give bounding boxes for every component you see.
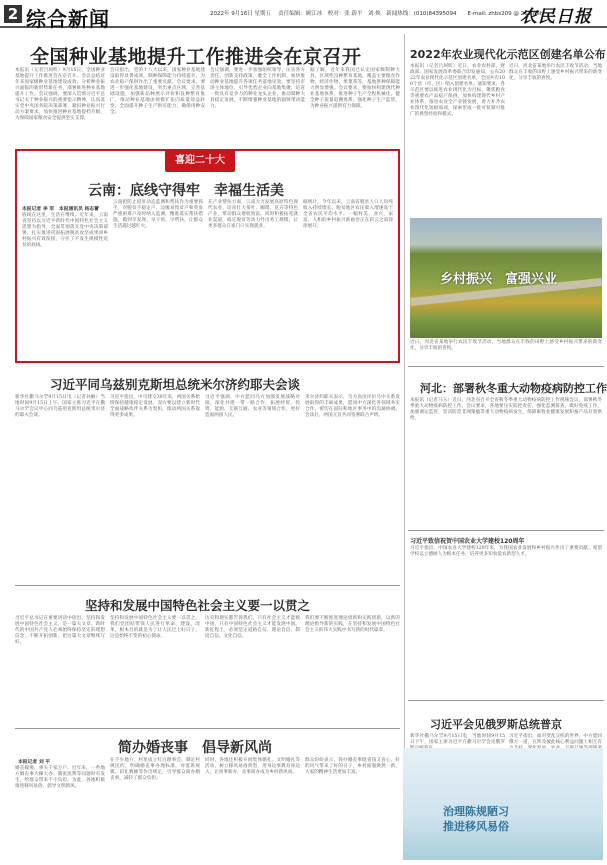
socialism-headline: 坚持和发展中国特色社会主义要一以贯之	[85, 598, 311, 613]
wedding-col2: 在不少地方，村里成立红白理事会，制定村规民约，明确婚丧事办理标准，对宴席规模、彩礼数额等作出规定，引导群众简办婚丧事，减轻了群众负担。	[110, 758, 200, 781]
feature-col1: 底线在这里，生活在继续。近年来，云南省坚持以习近平新时代中国特色社会主义思想为指导，全面贯彻落实党中央决策部署，扎实推进巩固拓展脱贫攻坚成果同乡村振兴有效衔接，守住了不发生规模性返贫的底线。	[22, 213, 108, 248]
divider	[408, 530, 604, 531]
public-service-ad	[403, 748, 603, 860]
socialism-col2: 坚持和发展中国特色社会主义要一以贯之。我们党团结带领人民进行革命、建设、改革，根本目的就是为了让人民过上好日子，这是始终不变的初心使命。	[110, 616, 200, 639]
socialism-col4: 我们要不断推进理论创新和实践创新，以新的理论指导新的实践，在坚持和发展中国特色社会主义的伟大实践中书写新的时代篇章。	[305, 616, 400, 633]
lead-col4: 据了解，近年来我国已认定国家级制种大县、区域性良种繁育基地，覆盖主要粮食作物、经济作物、果菜茶等，基地供种保障能力明显增强。会议要求，要加快构建现代种业基地体系，推进种子生产全程机械化，健全种子质量追溯体系，强化种子生产监管，为种业振兴提供有力保障。	[310, 68, 400, 109]
wedding-col3: 同时，各地还积极开展集体婚礼、文明婚礼等活动，树立移风易俗典型，用身边事教育身边人，让喜事新办、丧事简办成为乡村新风尚。	[205, 758, 300, 775]
divider	[15, 585, 400, 586]
feature-col4: 据统计，今年以来，云南省脱贫人口人均纯收入持续增长，脱贫地区农民收入增速高于全省农民平均水平。一幅村美、业兴、家富、人和的乡村振兴新画卷正在彩云之南徐徐展开。	[303, 200, 393, 229]
side-top-col2: 近日，河北省某地举行农民丰收节活动，当地群众在丰收的田野上感受乡村振兴带来的新变化，分享丰收的喜悦。	[509, 64, 602, 81]
feature-col3: 在产业帮扶方面，云南大力发展高原特色现代农业，培育壮大茶叶、咖啡、花卉等特色产业，带动群众增收致富。同时积极拓宽就业渠道，稳定脱贫劳动力外出务工规模，让更多群众在家门口实现就业。	[208, 200, 298, 229]
ad-line1: 治理陈规陋习	[443, 805, 509, 818]
socialism-col1: 习近平总书记在重要讲话中指出，坚持和发展中国特色社会主义，是一篇大文章。新时代的中国共产党人必须始终保持坚定的理想信念，不断开拓创新，把这篇大文章继续写好。	[15, 616, 105, 645]
feature-byline: 本报记者 李 军 本报通讯员 杨志蕾	[22, 207, 99, 212]
page-number: 2	[4, 5, 22, 23]
section-title: 综合新闻	[26, 7, 110, 31]
lead-col3: 会议强调，要进一步加强组织领导，压实各方责任，创新支持政策，健全工作机制，加快推动种业基地提升各项任务落地见效。要坚持市场主体地位，引导优势企业向基地集聚，培育一批具有竞争力的种业龙头企业，推动制种大县稳定发展，不断增强种业基地的辐射带动能力。	[210, 68, 305, 109]
masthead: 农民日报	[520, 7, 592, 27]
xi-uz-headline: 习近平同乌兹别克斯坦总统米尔济约耶夫会谈	[50, 377, 301, 392]
wedding-byline: 本报记者 刘 平	[18, 760, 51, 765]
wedding-col4: 群众纷纷表示，简办婚丧事既省钱又省心，好的风气带来了好的日子，乡村面貌焕然一新，大家的精神生活更加丰富。	[305, 758, 400, 775]
feature-col2: 云南把防止返贫动态监测和帮扶作为重要抓手，对脱贫不稳定户、边缘易致贫户和突发严重困难户及时纳入监测，精准落实帮扶措施，做到早发现、早干预、早帮扶，让群众生活越过越红火。	[113, 200, 203, 229]
xi-uz-col4: 米尔济约耶夫表示，乌方高度评价乌中关系发展取得的丰硕成果，愿同中方深化各领域务实合作，密切在国际和地区事务中的沟通协调。会谈后，两国元首共同签署联合声明。	[305, 395, 400, 418]
divider	[408, 700, 604, 701]
socialism-col3: 历史和现实都告诉我们，只有社会主义才能救中国，只有中国特色社会主义才能发展中国。新征程上，必须坚定道路自信、理论自信、制度自信、文化自信。	[205, 616, 300, 639]
animal-body: 本报讯（记者马玉）近日，河北省召开全省秋冬季重大动物疫病防控工作视频会议，部署秋冬季重大动物疫病防控工作。会议要求，各地要压实防控责任，强化监测排查，做好免疫工作，加强调运监管，坚决防范非洲猪瘟等重大动物疫病发生，保障畜牧业健康发展和畜产品有效供给。	[410, 398, 602, 421]
side-xi-body: 习近平指出，中国农业大学建校120年来，为我国农业发展和乡村振兴作出了重要贡献。希望学校以立德树人为根本任务，培养更多知农爱农新型人才。	[410, 546, 602, 557]
divider	[408, 366, 604, 367]
divider	[15, 728, 400, 729]
farmland-photo	[410, 218, 602, 338]
feature-badge: 喜迎二十大	[165, 150, 235, 172]
animal-headline: 河北：部署秋冬重大动物疫病防控工作	[420, 382, 607, 395]
lead-headline: 全国种业基地提升工作推进会在京召开	[30, 46, 362, 68]
xi-uz-col2: 习近平指出，中乌建交30年来，两国关系始终保持健康稳定发展。双方要以建立新时代全面战略伙伴关系为契机，推动两国关系取得更多成果。	[110, 395, 200, 418]
xi-uz-col1: 新华社撒马尔罕9月15日电（记者孙楠）当地时间9月15日上午，国家主席习近平在撒马尔罕会议中心同乌兹别克斯坦总统米尔济约耶夫会谈。	[15, 395, 105, 418]
side-top-headline: 2022年农业现代化示范区创建名单公布	[410, 48, 606, 61]
photo-slogan: 乡村振兴 富强兴业	[440, 272, 558, 287]
putin-body1: 新华社撒马尔罕9月15日电 当地时间9月15日下午，国家主席习近平在撒马尔罕会见俄罗	[410, 734, 505, 745]
column-divider	[404, 34, 405, 860]
putin-body2: 习近平指出，面对变乱交织的世界，中方愿同俄方一道，在涉及彼此核心利益问题上相互有	[509, 734, 602, 745]
ad-line2: 推进移风易俗	[443, 820, 509, 833]
wedding-headline: 简办婚丧事 倡导新风尚	[118, 740, 272, 756]
wedding-col1: 婚丧嫁娶，事关千家万户。近年来，一些地方婚丧事大操大办、铺张浪费等问题时有发生，给群众带来不小负担。为此，各地积极推进移风易俗，倡导文明新风。	[15, 766, 105, 789]
xi-uz-col3: 习近平强调，中方愿同乌方加强发展战略对接，深化共建一带一路合作，拓展经贸、投资、能源、互联互通、农业等领域合作，更好造福两国人民。	[205, 395, 300, 418]
side-xi-headline: 习近平致信祝贺中国农业大学建校120周年	[410, 538, 525, 545]
side-top-col1: 本报讯（记者吕珂昕）近日，农业农村部、财政部、国家发展改革委联合印发通知，公布2022年农业现代化示范区创建名单，全国共有100个县（市、区）纳入创建名单。通知要求，各示范区要以推进农业现代化为目标，聚焦粮食等重要农产品稳产保供，加快构建现代乡村产业体系，推进农业全产业链发展，着力补齐农业现代化短板弱项，探索形成一批可复制可推广的典型经验和模式。	[410, 64, 505, 117]
putin-headline: 习近平会见俄罗斯总统普京	[430, 718, 562, 731]
feature-headline: 云南：底线守得牢 幸福生活美	[88, 183, 284, 199]
lead-col1: 本报讯（记者吕珂昕）9月15日，全国种业基地提升工作推进会在京召开。会议总结近年来国家级种业基地建设成效，分析种业振兴面临的新形势新任务，部署推进种业基地提升工作。会议强调，要深入贯彻习近平总书记关于种业振兴的重要指示精神，认真落实党中央国务院决策部署，紧扣种业振兴行动方案要求，加快推进种业基地提档升级，为保障国家粮食安全提供坚实支撑。	[15, 68, 105, 121]
page-meta: 2022年 9月16日 星期五 责任编辑：顾江冰 校对：张 蔚平 刘 焕 新闻热线：(010)84395094 E-mail: zhbs209 @ 263.net	[210, 11, 542, 17]
photo-caption: 近日，河北省某地举行农民丰收节活动，当地群众在丰收的田野上感受乡村振兴带来的新变化，分享丰收的喜悦。	[410, 340, 602, 351]
lead-col2: 会议指出，党的十八大以来，国家种业基地建设取得显著成效，制种保障能力持续提升，为农业稳产保供作出了重要贡献。会议要求，要进一步强化基地建设，突出重点区域，完善基础设施，加强新品种展示评价和良种繁育推广，推动种业基地由规模扩张向质量效益转变，全面提升种子生产供应能力，确保用种安全。	[110, 68, 205, 115]
